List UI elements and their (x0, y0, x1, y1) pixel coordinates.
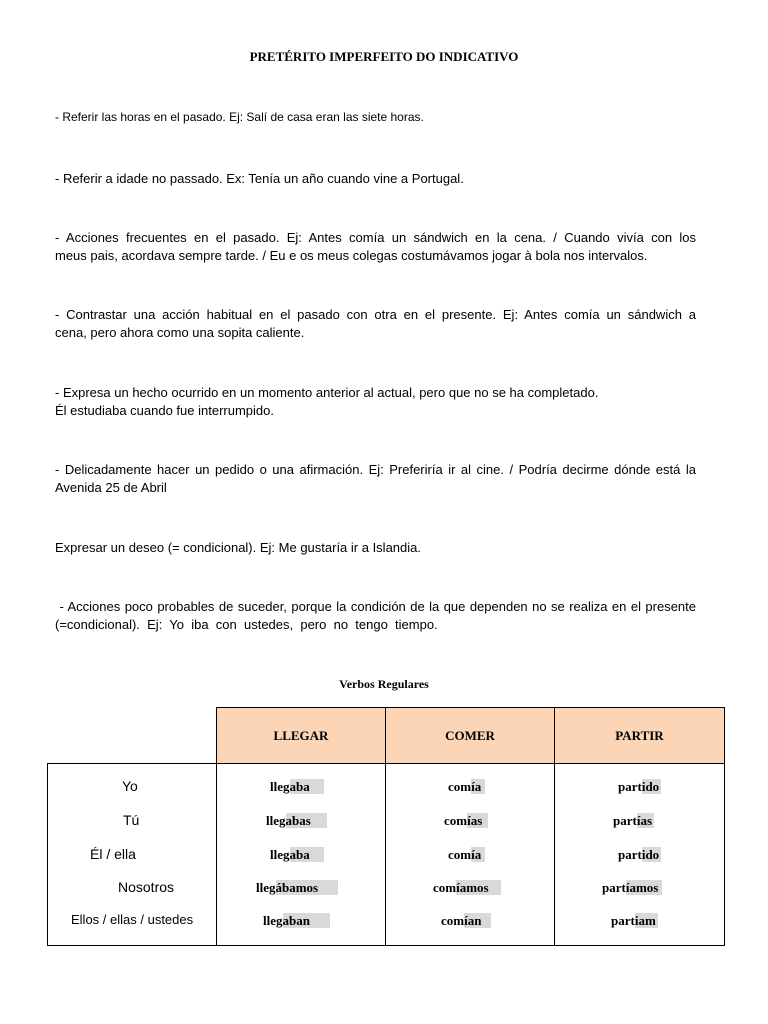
verb-stem: part (613, 813, 637, 828)
conjugation-partir-nosotros (602, 879, 662, 896)
verb-ending: íamos (456, 880, 501, 895)
verb-stem: part (611, 913, 635, 928)
pronoun-yo: Yo (122, 778, 138, 794)
verb-ending: aba (290, 847, 324, 862)
paragraph-line: - Acciones poco probables de suceder, porque la condición de la que dependen no se realiza en el presente (55, 599, 696, 614)
paragraph-line: - Acciones frecuentes en el pasado. Ej: Antes comía un sándwich en la cena. / Cuando vivía con los (55, 230, 696, 245)
conjugation-llegar-nosotros (256, 879, 338, 896)
header-label: PARTIR (615, 727, 664, 743)
verb-ending: ías (467, 813, 488, 828)
verb-ending: ía (471, 847, 485, 862)
verb-ending: aban (283, 913, 330, 928)
paragraph-line: - Contrastar una acción habitual en el pasado con otra en el presente. Ej: Antes comía un sándwich a (55, 307, 696, 322)
verb-ending: aba (290, 779, 324, 794)
header-llegar (216, 707, 386, 764)
verb-ending: ía (471, 779, 485, 794)
verb-ending: ías (636, 813, 653, 828)
conjugation-partir-tu (613, 812, 654, 829)
header-label: COMER (445, 727, 495, 743)
paragraph-frequent-actions (55, 229, 696, 264)
verb-ending: íamos (626, 880, 663, 895)
verb-ending: abas (286, 813, 327, 828)
pronoun-el-ella: Él / ella (90, 846, 136, 862)
paragraph-line: - Referir a idade no passado. Ex: Tenía un año cuando vine a Portugal. (55, 171, 464, 186)
verb-stem: lleg (263, 913, 283, 928)
verb-stem: com (444, 813, 468, 828)
header-comer (385, 707, 555, 764)
verb-stem: lleg (270, 779, 290, 794)
table-border-left (47, 763, 48, 946)
header-partir (554, 707, 725, 764)
paragraph-line: Expresar un deseo (= condicional). Ej: Me gustaría ir a Islandia. (55, 540, 421, 555)
pronoun-ellos-ellas-ustedes: Ellos / ellas / ustedes (71, 912, 194, 927)
verb-stem: com (433, 880, 457, 895)
verb-ending: ían (464, 913, 491, 928)
table-divider (554, 763, 555, 946)
verb-stem: part (618, 847, 642, 862)
paragraph-contrast (55, 306, 696, 341)
conjugation-llegar-yo (270, 778, 324, 795)
verb-stem: part (618, 779, 642, 794)
conjugation-llegar-el (270, 846, 324, 863)
paragraph-polite-request (55, 461, 696, 496)
conjugation-llegar-tu (266, 812, 327, 829)
conjugation-comer-tu (444, 812, 488, 829)
conjugation-comer-yo (448, 778, 485, 795)
paragraph-line: Él estudiaba cuando fue interrumpido. (55, 402, 274, 418)
table-border-bottom (47, 945, 725, 946)
document-title: PRETÉRITO IMPERFEITO DO INDICATIVO (249, 49, 519, 64)
conjugation-comer-nosotros (433, 879, 501, 896)
paragraph-wish (55, 539, 696, 557)
header-label: LLEGAR (273, 727, 329, 743)
conjugation-partir-ellos (611, 912, 658, 929)
conjugation-comer-el (448, 846, 485, 863)
verb-stem: lleg (266, 813, 286, 828)
conjugation-partir-el (618, 846, 661, 863)
paragraph-age (55, 170, 696, 188)
paragraph-line: (=condicional). Ej: Yo iba con ustedes, pero no tengo tiempo. (55, 616, 438, 632)
paragraph-unlikely-actions (55, 598, 696, 633)
pronoun-nosotros: Nosotros (118, 879, 175, 895)
pronoun-tu: Tú (123, 812, 140, 828)
table-border-right (724, 763, 725, 946)
paragraph-line: - Expresa un hecho ocurrido en un momento anterior al actual, pero que no se ha completado. (55, 385, 599, 400)
verb-ending: ábamos (276, 880, 339, 895)
paragraph-hours (55, 109, 696, 127)
verb-stem: part (602, 880, 626, 895)
table-border-top (47, 763, 725, 764)
conjugation-comer-ellos (441, 912, 491, 929)
verb-ending: ido (641, 779, 660, 794)
paragraph-interrupted (55, 384, 696, 419)
verb-stem: com (448, 779, 472, 794)
verb-stem: lleg (256, 880, 276, 895)
table-divider (385, 763, 386, 946)
verb-stem: com (441, 913, 465, 928)
verb-stem: com (448, 847, 472, 862)
table-divider (216, 763, 217, 946)
conjugation-partir-yo (618, 778, 661, 795)
paragraph-line: - Delicadamente hacer un pedido o una afirmación. Ej: Preferiría ir al cine. / Podría decirme dónde está la (55, 462, 696, 477)
paragraph-line: meus pais, acordava sempre tarde. / Eu e os meus colegas costumávamos jogar à bola nos intervalos. (55, 247, 648, 263)
paragraph-line: - Referir las horas en el pasado. Ej: Salí de casa eran las siete horas. (55, 110, 424, 124)
paragraph-line: cena, pero ahora como una sopita caliente. (55, 324, 305, 340)
paragraph-line: Avenida 25 de Abril (55, 479, 167, 495)
table-caption: Verbos Regulares (339, 677, 429, 691)
verb-ending: ido (641, 847, 660, 862)
conjugation-llegar-ellos (263, 912, 330, 929)
verb-ending: iam (634, 913, 656, 928)
verb-stem: lleg (270, 847, 290, 862)
